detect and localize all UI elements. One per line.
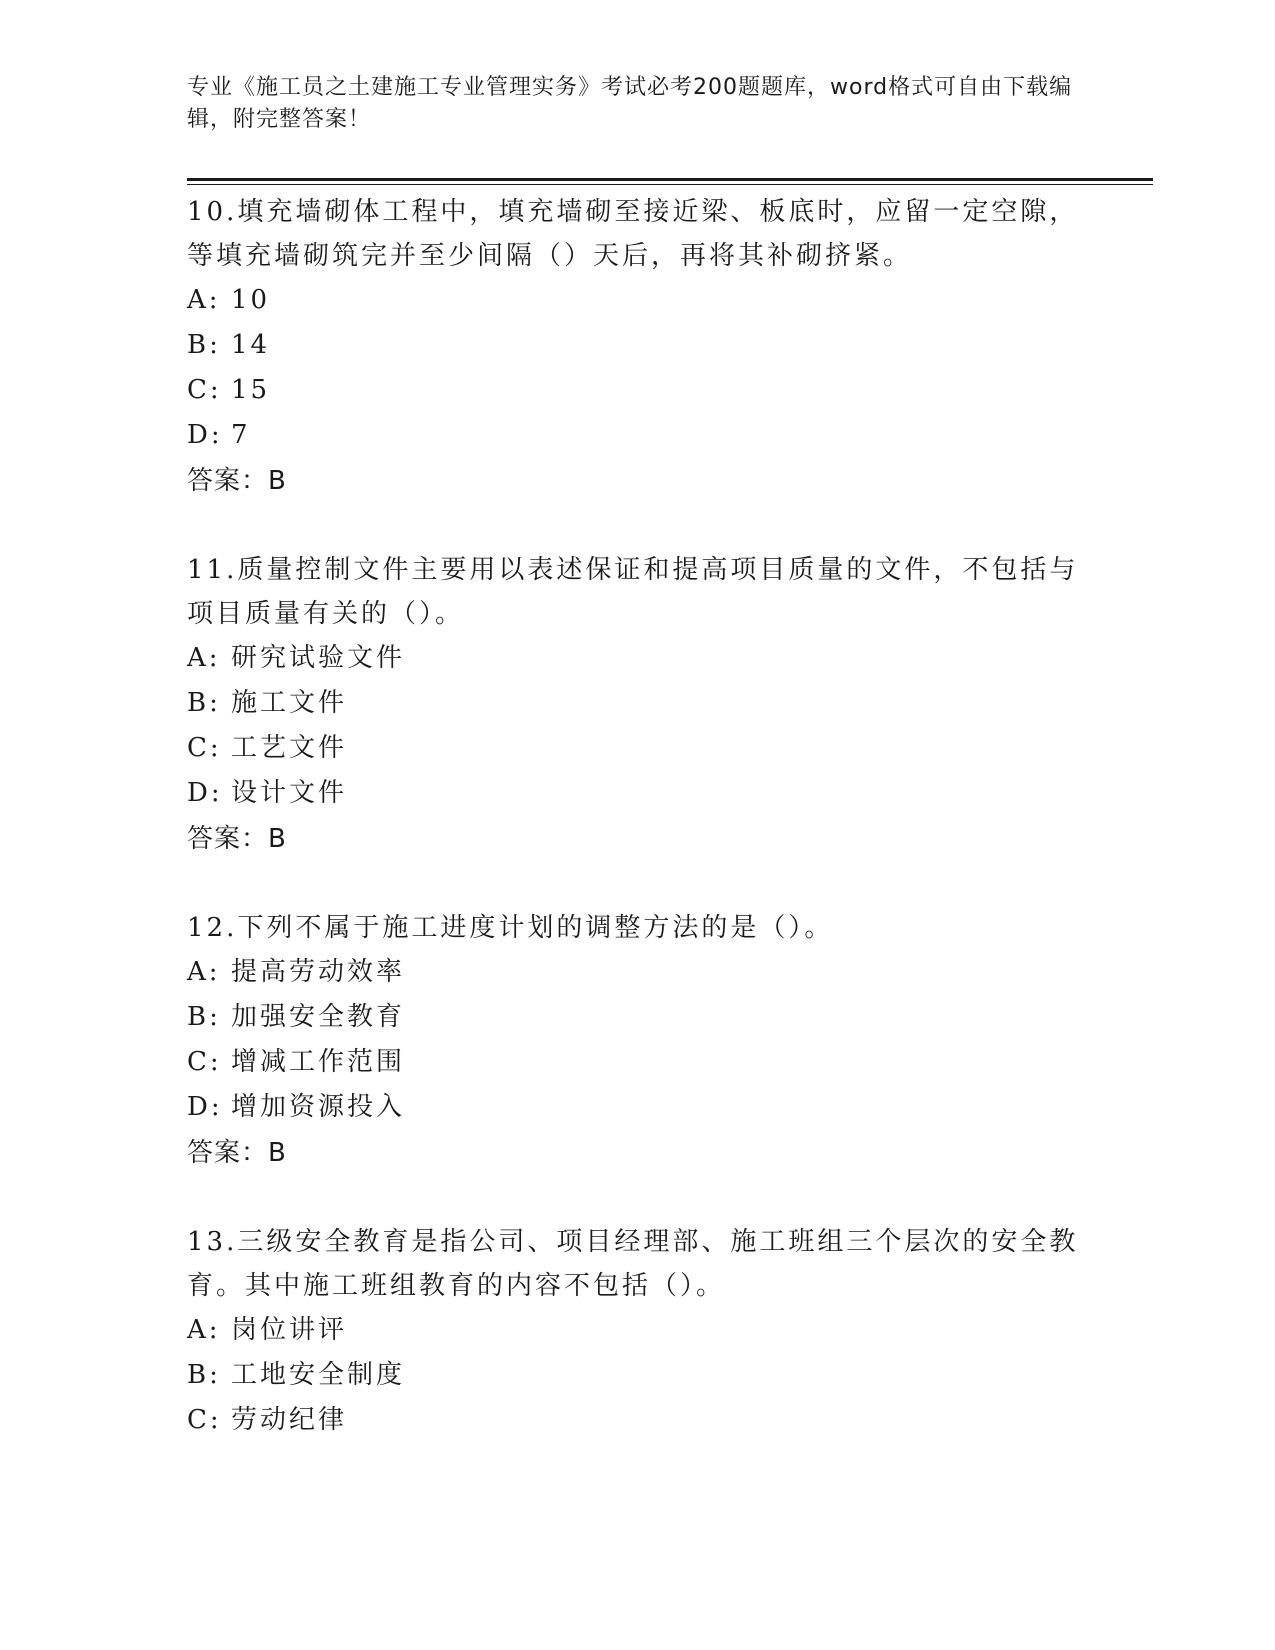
option-text: 增减工作范围: [231, 1047, 406, 1077]
option-letter: A:: [187, 643, 221, 673]
option-d: [187, 1085, 1087, 1130]
option-b: [187, 323, 1087, 368]
option-letter: B:: [187, 688, 221, 718]
question-text: 11.质量控制文件主要用以表述保证和提高项目质量的文件，不包括与项目质量有关的（）。: [187, 555, 1079, 629]
option-letter: A:: [187, 285, 221, 315]
option-letter: B:: [187, 1360, 221, 1390]
answer-line: 答案：B: [187, 824, 287, 854]
option-text: 岗位讲评: [231, 1315, 348, 1345]
question-text: 12.下列不属于施工进度计划的调整方法的是（）。: [187, 913, 834, 943]
option-text: 15: [231, 375, 271, 405]
option-a: [187, 636, 1087, 681]
option-letter: A:: [187, 1315, 221, 1345]
option-text: 研究试验文件: [231, 643, 406, 673]
option-text: 增加资源投入: [231, 1092, 406, 1122]
option-text: 加强安全教育: [231, 1002, 406, 1032]
option-letter: B:: [187, 1002, 221, 1032]
question-11: [187, 548, 1087, 862]
option-text: 提高劳动效率: [231, 957, 406, 987]
option-letter: B:: [187, 330, 221, 360]
question-10: [187, 190, 1087, 504]
option-c: [187, 368, 1087, 413]
option-text: 10: [231, 285, 271, 315]
option-text: 劳动纪律: [231, 1405, 348, 1435]
option-text: 施工文件: [231, 688, 348, 718]
option-text: 14: [231, 330, 271, 360]
option-letter: C:: [187, 375, 222, 405]
option-text: 工艺文件: [231, 733, 348, 763]
question-list: [187, 190, 1087, 1487]
option-d: [187, 771, 1087, 816]
option-letter: D:: [187, 1092, 223, 1122]
answer-line: 答案：B: [187, 466, 287, 496]
document-header: 专业《施工员之土建施工专业管理实务》考试必考200题题库，word格式可自由下载编辑，附完整答案！: [187, 75, 1073, 132]
header-divider-thin: [187, 184, 1153, 185]
option-b: [187, 995, 1087, 1040]
option-letter: C:: [187, 1047, 222, 1077]
option-text: 设计文件: [231, 778, 348, 808]
option-letter: C:: [187, 1405, 222, 1435]
answer-line: 答案：B: [187, 1138, 287, 1168]
option-letter: D:: [187, 778, 223, 808]
question-13: [187, 1220, 1087, 1443]
option-d: [187, 413, 1087, 458]
option-letter: C:: [187, 733, 222, 763]
option-letter: A:: [187, 957, 221, 987]
option-a: [187, 950, 1087, 995]
option-b: [187, 681, 1087, 726]
option-text: 工地安全制度: [231, 1360, 406, 1390]
header-divider-thick: [187, 178, 1153, 181]
option-c: [187, 1398, 1087, 1443]
question-text: 13.三级安全教育是指公司、项目经理部、施工班组三个层次的安全教育。其中施工班组教育的内容不包括（）。: [187, 1227, 1079, 1301]
question-12: [187, 906, 1087, 1176]
option-text: 7: [231, 420, 251, 450]
option-a: [187, 1308, 1087, 1353]
option-c: [187, 1040, 1087, 1085]
option-letter: D:: [187, 420, 223, 450]
option-b: [187, 1353, 1087, 1398]
option-c: [187, 726, 1087, 771]
option-a: [187, 278, 1087, 323]
question-text: 10.填充墙砌体工程中，填充墙砌至接近梁、板底时，应留一定空隙，等填充墙砌筑完并至少间隔（）天后，再将其补砌挤紧。: [187, 197, 1079, 271]
